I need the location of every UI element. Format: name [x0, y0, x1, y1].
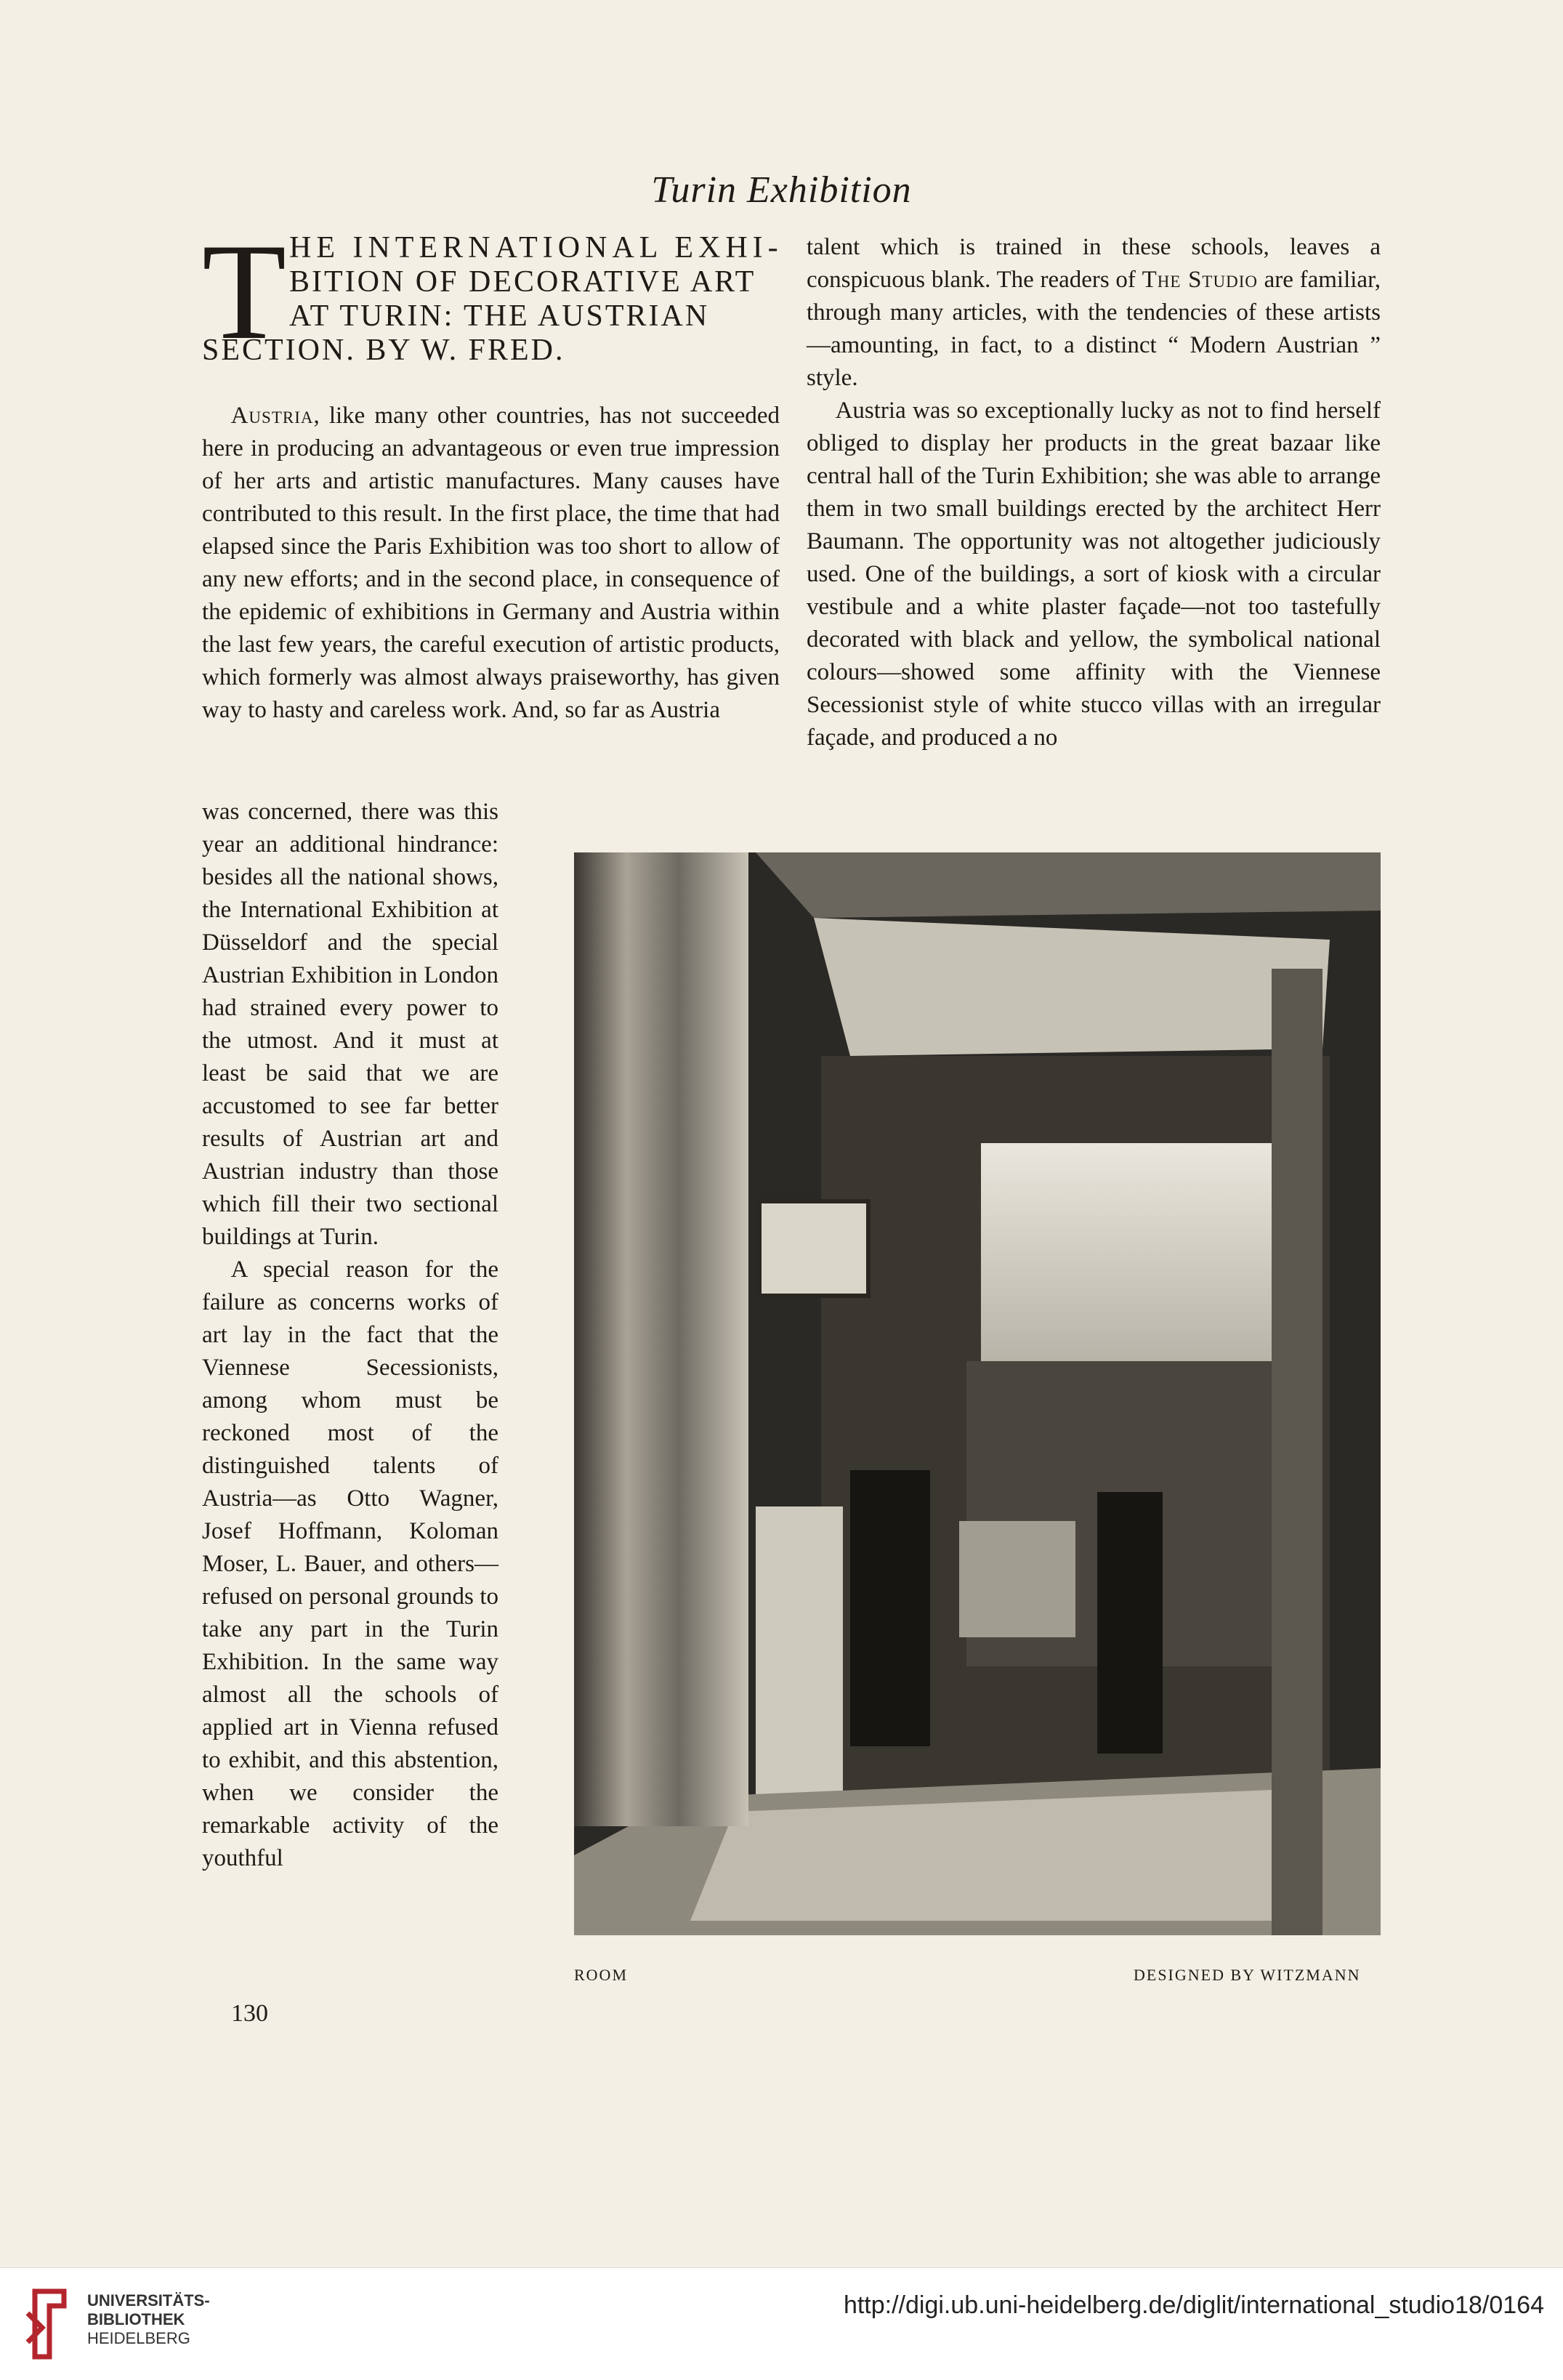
- library-name: [87, 2291, 210, 2348]
- running-head: Turin Exhibition: [651, 169, 912, 211]
- dropcap: T: [202, 216, 287, 368]
- right-paragraph-1: [807, 231, 1381, 395]
- title-line-1: HE INTERNATIONAL EXHI-: [289, 231, 783, 265]
- article-title: [202, 216, 783, 384]
- room-photograph-drawing: [574, 852, 1381, 1935]
- room-photograph: [574, 852, 1381, 1935]
- narrow-paragraph-1: was concerned, there was this year an additional hindrance: besides all the national shows, the International Exhibition at Düsseldorf and the special Austrian Exhibition in London had strained every power to the utmost. And it must at least be said that we are accustomed to see far better results of Austrian art and Austrian industry than those which fill their two sectional buildings at Turin.: [202, 799, 498, 1250]
- left-column: [202, 216, 783, 727]
- page-number: 130: [231, 2000, 268, 2027]
- title-line-3: AT TURIN: THE AUSTRIAN: [289, 299, 710, 333]
- right-paragraph-1-text-a: talent which is trained in these schools, leaves a conspicuous blank. The readers of: [807, 234, 1381, 293]
- magazine-name: The Studio: [1142, 267, 1258, 293]
- library-name-line-2: BIBLIOTHEK: [87, 2310, 185, 2328]
- right-paragraph-1-text-b: are familiar, through many articles, with the tendencies of these artists—amounting, in fact, to a distinct “ Modern Austrian ” style.: [807, 267, 1381, 391]
- library-name-line-1: UNIVERSITÄTS-: [87, 2291, 210, 2310]
- footer-bar: [0, 2267, 1563, 2380]
- library-name-line-3: HEIDELBERG: [87, 2329, 190, 2347]
- title-line-4: SECTION. BY W. FRED.: [202, 334, 565, 367]
- left-paragraph-1-text: , like many other countries, has not succeeded here in producing an advantageous or even true impression of her arts and artistic manufactures. Many causes have contributed to this result. In the first place, the time that had elapsed since the Paris Exhibition was too short to allow of any new efforts; and in the second place, in consequence of the epidemic of exhibitions in Germany and Austria within the last few years, the careful execution of artistic products, which formerly was almost always praiseworthy, has given way to hasty and careless work. And, so far as Austria: [202, 403, 780, 723]
- right-column: [807, 231, 1381, 754]
- left-narrow-column: [202, 796, 498, 1875]
- lead-word: Austria: [230, 403, 314, 429]
- caption-right: DESIGNED BY WITZMANN: [1134, 1966, 1361, 1984]
- narrow-paragraph-2: A special reason for the failure as concerns works of art lay in the fact that the Viennese Secessionists, among whom must be reckoned most of the distinguished talents of Austria—as Otto Wagner, Josef Hoffmann, Koloman Moser, L. Bauer, and others—refused on personal grounds to take any part in the Turin Exhibition. In the same way almost all the schools of applied art in Vienna refused to exhibit, and this abstention, when we consider the remarkable activity of the youthful: [202, 1256, 498, 1871]
- right-paragraph-2: Austria was so exceptionally lucky as not to find herself obliged to display her products in the great bazaar like central hall of the Turin Exhibition; she was able to arrange them in two small buildings erected by the architect Herr Baumann. The opportunity was not altogether judiciously used. One of the buildings, a sort of kiosk with a circular vestibule and a white plaster façade—not too tastefully decorated with black and yellow, the symbolical national colours—showed some affinity with the Viennese Secessionist style of white stucco villas with an irregular façade, and produced a no: [807, 398, 1381, 751]
- left-paragraph-1: [202, 400, 780, 727]
- library-logo-icon: [20, 2284, 78, 2364]
- caption-left: ROOM: [574, 1966, 629, 1984]
- title-line-2: BITION OF DECORATIVE ART: [289, 265, 756, 299]
- source-url-link[interactable]: http://digi.ub.uni-heidelberg.de/diglit/international_studio18/0164: [843, 2291, 1544, 2319]
